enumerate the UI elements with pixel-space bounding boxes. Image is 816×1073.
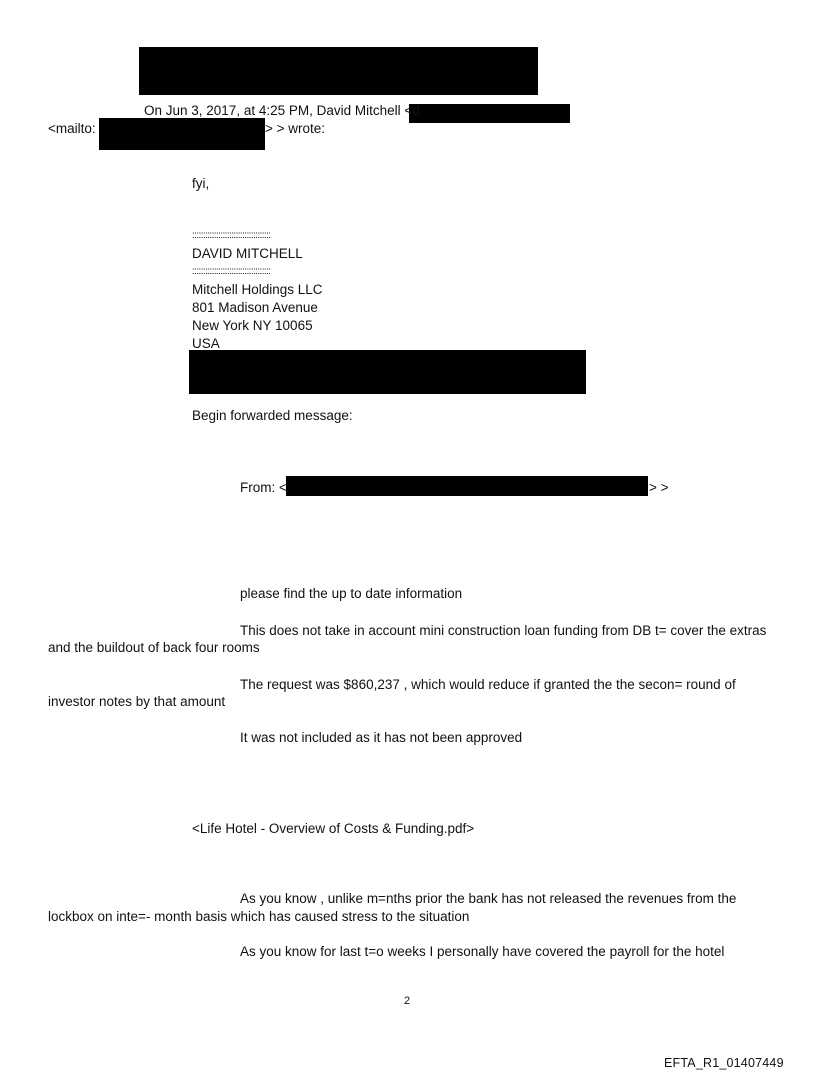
signature-divider-top: :::::::::::::::::::::::::::::::::::: — [192, 230, 271, 241]
body-paragraph-4: It was not included as it has not been approved — [240, 730, 523, 745]
from-suffix: > > — [649, 480, 669, 495]
redaction-from-address — [286, 476, 648, 496]
redaction-signature-contact — [189, 350, 586, 394]
redaction-email-1 — [409, 104, 570, 123]
signature-address: 801 Madison Avenue — [192, 300, 318, 315]
body-paragraph-5-line-1: As you know , unlike m=nths prior the bank has not released the revenues from the — [240, 891, 737, 906]
signature-name: DAVID MITCHELL — [192, 246, 303, 261]
redaction-top — [139, 47, 538, 95]
body-paragraph-5-line-2: lockbox on inte=- month basis which has caused stress to the situation — [48, 909, 470, 924]
mailto-prefix: <mailto: — [48, 121, 96, 136]
forwarded-label: Begin forwarded message: — [192, 408, 353, 423]
on-date-line: On Jun 3, 2017, at 4:25 PM, David Mitchell <d — [144, 103, 420, 118]
redaction-email-2 — [99, 118, 265, 150]
signature-city: New York NY 10065 — [192, 318, 313, 333]
body-paragraph-2-line-2: and the buildout of back four rooms — [48, 640, 260, 655]
body-paragraph-3-line-2: investor notes by that amount — [48, 694, 226, 709]
body-paragraph-1: please find the up to date information — [240, 586, 463, 601]
signature-country: USA — [192, 336, 220, 351]
from-label: From: < — [240, 480, 287, 495]
page-number: 2 — [404, 995, 411, 1007]
signature-divider-bottom: :::::::::::::::::::::::::::::::::::: — [192, 266, 271, 277]
wrote-suffix: > > wrote: — [265, 121, 326, 136]
body-paragraph-3-line-1: The request was $860,237 , which would reduce if granted the the secon= round of — [240, 677, 736, 692]
body-paragraph-6: As you know for last t=o weeks I personally have covered the payroll for the hotel — [240, 944, 725, 959]
greeting: fyi, — [192, 176, 210, 191]
attachment-reference: <Life Hotel - Overview of Costs & Funding.pdf> — [192, 821, 475, 836]
document-id: EFTA_R1_01407449 — [664, 1056, 784, 1070]
body-paragraph-2-line-1: This does not take in account mini construction loan funding from DB t= cover the extras — [240, 623, 767, 638]
signature-company: Mitchell Holdings LLC — [192, 282, 323, 297]
